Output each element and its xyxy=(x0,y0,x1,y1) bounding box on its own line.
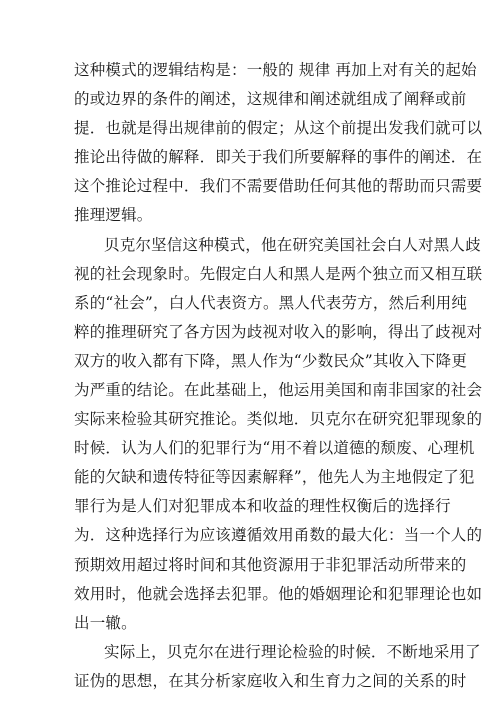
paragraph-2-line-9: 能的欠缺和遗传特征等因素解释”，他先人为主地假定了犯 xyxy=(74,468,475,487)
paragraph-2-line-13: 效用时，他就会选择去犯罪。他的婚姻理论和犯罪理论也如 xyxy=(74,584,483,603)
paragraph-2-line-6: 为严重的结论。在此基础上，他运用美国和南非国家的社会 xyxy=(74,381,483,399)
paragraph-1-line-1: 这种模式的逻辑结构是：一般的 规律 再加上对有关的起始 xyxy=(74,61,477,79)
paragraph-2-line-5: 双方的收入都有下降，黑人作为“少数民众”其收入下降更 xyxy=(74,351,468,370)
paragraph-2-line-14: 出一辙。 xyxy=(74,613,137,632)
paragraph-1-line-3: 提．也就是得出规律前的假定；从这个前提出发我们就可以 xyxy=(74,119,483,138)
paragraph-1-line-2: 的或边界的条件的阐述，这规律和阐述就组成了阐释或前 xyxy=(74,90,467,109)
paragraph-2-line-8: 时候．认为人们的犯罪行为“用不着以道德的颓废、心理机 xyxy=(74,439,475,458)
paragraph-2-line-10: 罪行为是人们对犯罪成本和收益的理性权衡后的选择行 xyxy=(74,497,451,516)
paragraph-2-line-3: 系的“社会”，白人代表资方。黑人代表劳方，然后利用纯 xyxy=(74,293,468,312)
paragraph-3-line-1: 实际上，贝克尔在进行理论检验的时候．不断地采用了 xyxy=(104,642,481,661)
paragraph-2-line-11: 为．这种选择行为应该遵循效用甬数的最大化：当一个人的 xyxy=(74,526,483,545)
paragraph-2-line-1: 贝克尔坚信这种模式，他在研究美国社会白人对黑人歧 xyxy=(104,235,481,254)
paragraph-2-line-2: 视的社会现象时。先假定白人和黑人是两个独立而又相互联 xyxy=(74,264,483,283)
paragraph-1-line-6: 推理逻辑。 xyxy=(74,206,153,225)
paragraph-2-line-4: 粹的推理研究了各方因为歧视对收入的影响，得出了歧视对 xyxy=(74,322,483,341)
paragraph-1-line-4: 推论出待做的解释．即关于我们所要解释的事件的阐述．在 xyxy=(74,148,483,167)
paragraph-2-line-7: 实际来检验其研究推论。类似地．贝克尔在研究犯罪现象的 xyxy=(74,410,483,429)
paragraph-2-line-12: 预期效用超过将时间和其他资源用于非犯罪活动所带来的 xyxy=(74,555,467,574)
paragraph-3-line-2: 证伪的思想，在其分析家庭收入和生育力之间的关系的时 xyxy=(74,671,467,690)
paragraph-1-line-5: 这个推论过程中．我们不需要借助任何其他的帮助而只需要 xyxy=(74,177,483,196)
